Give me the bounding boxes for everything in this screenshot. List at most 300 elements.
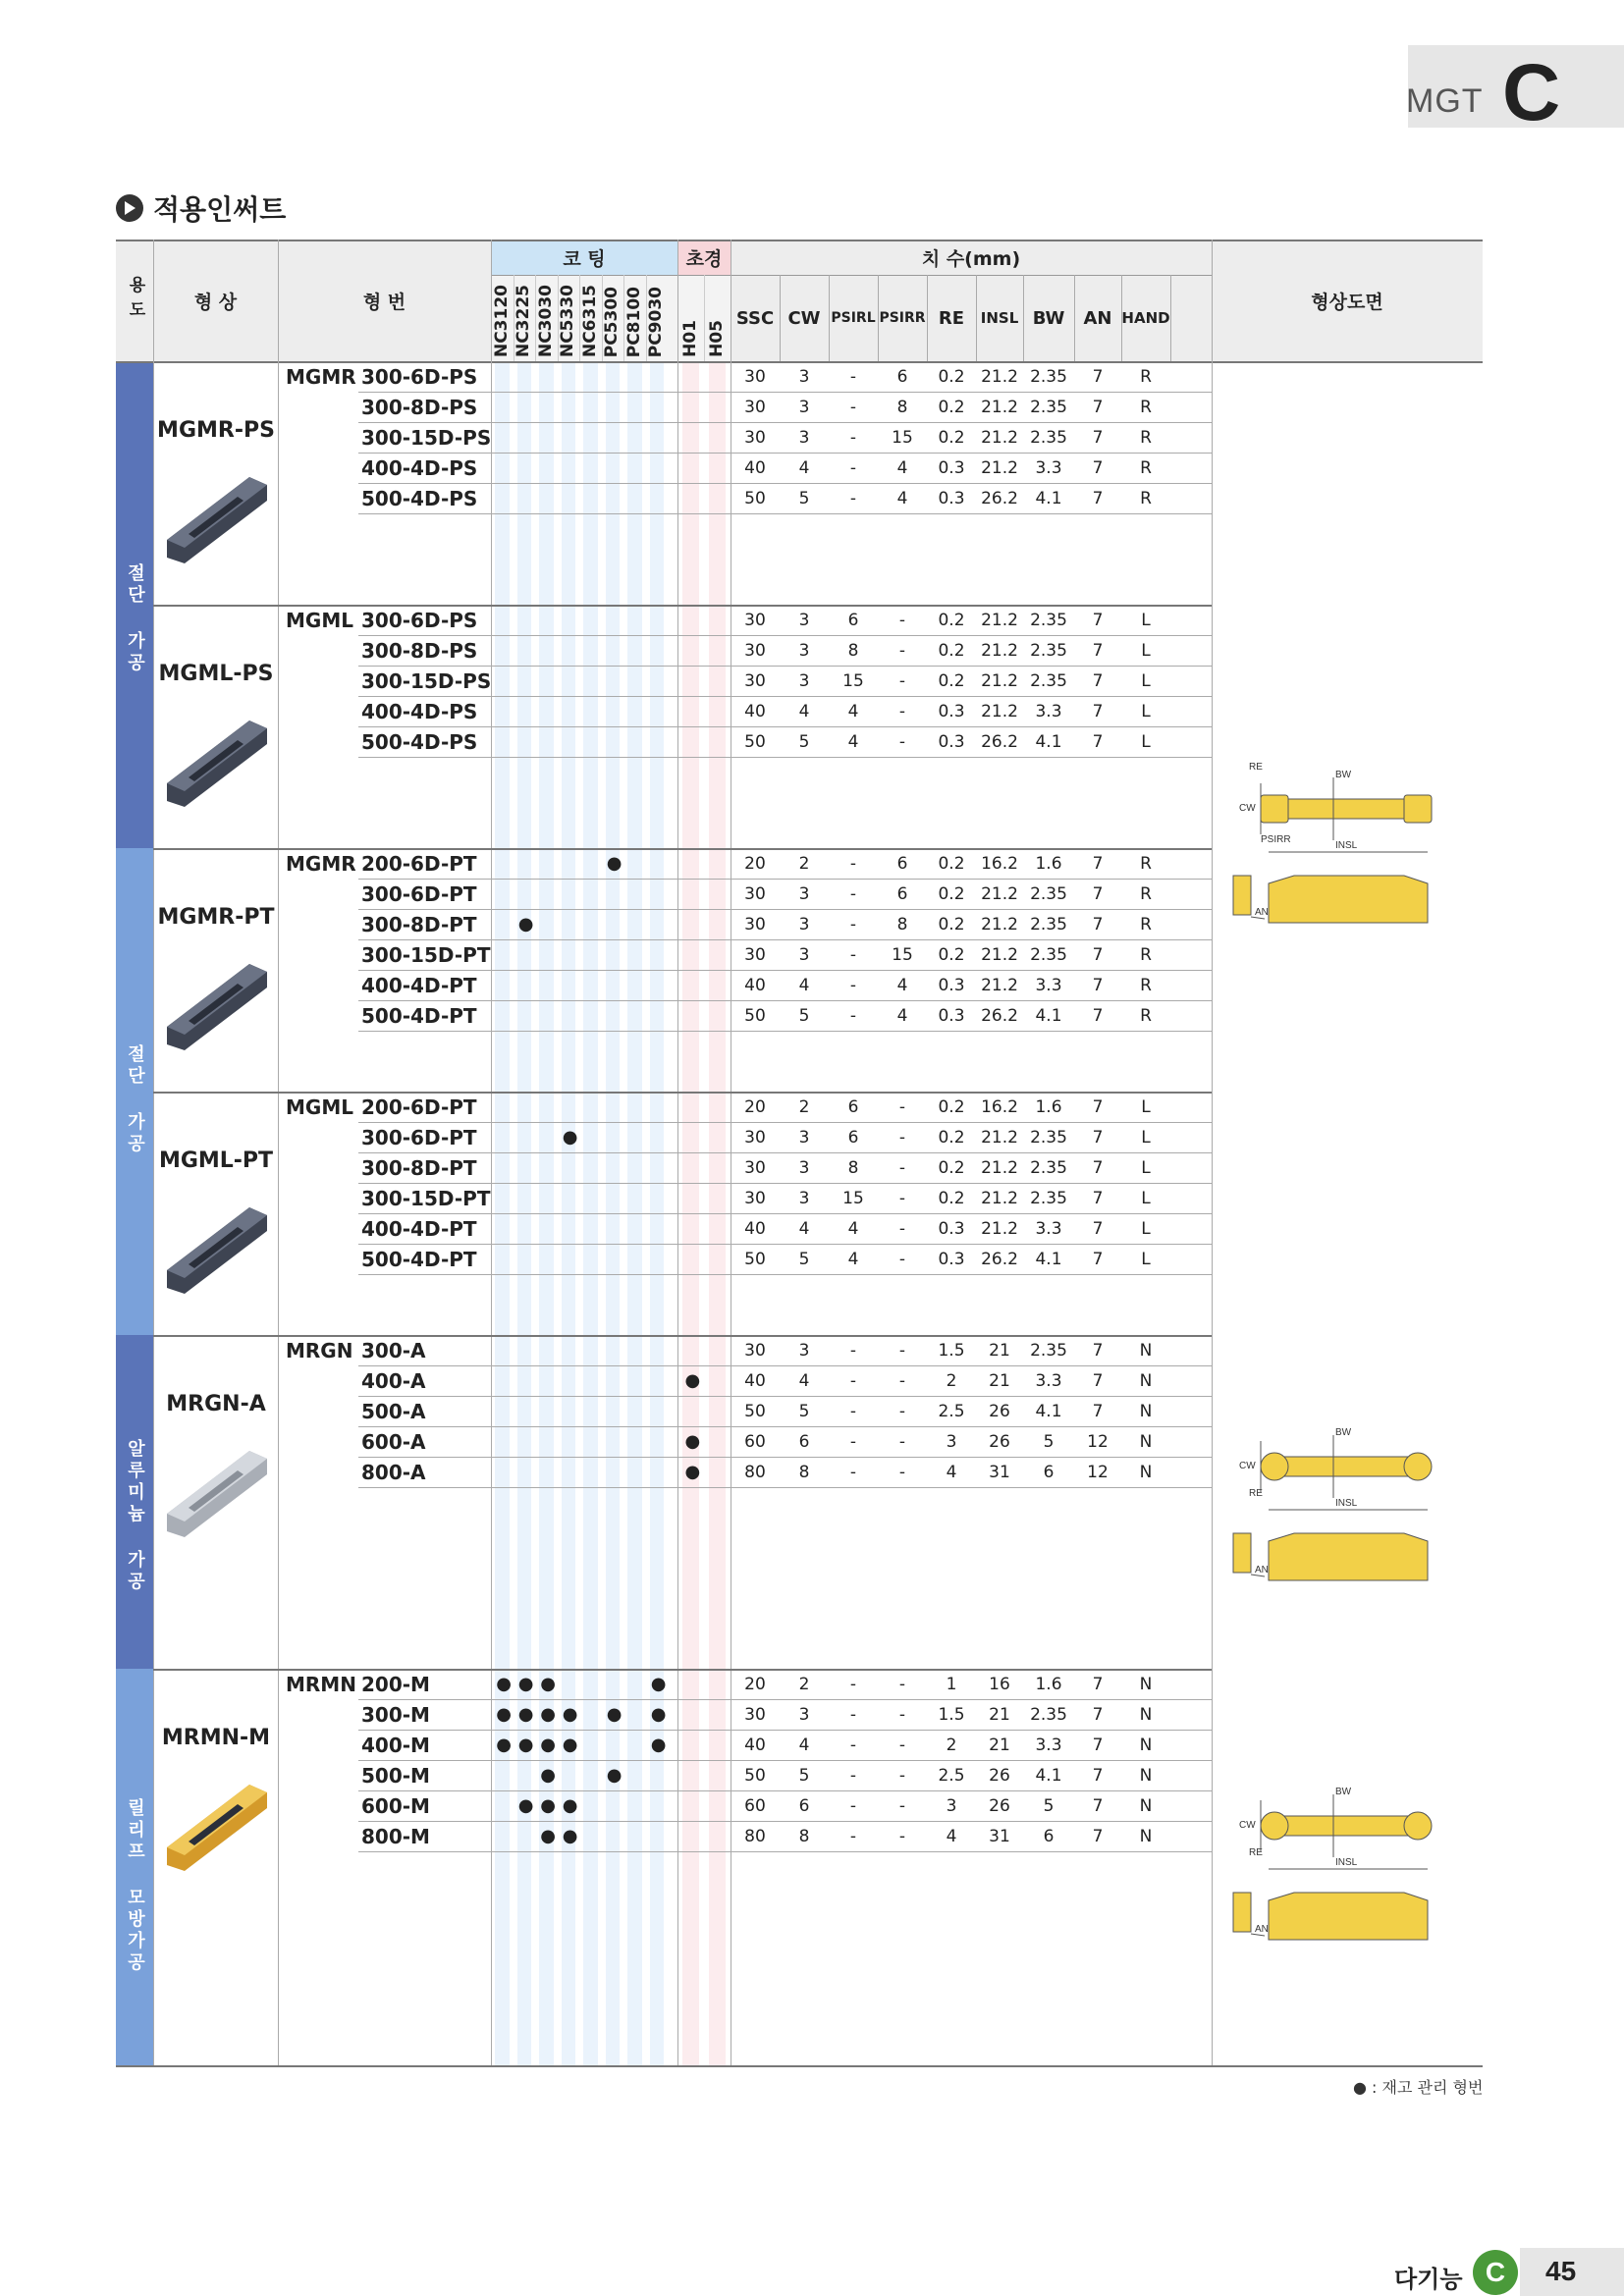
dim-value: 7: [1092, 458, 1104, 478]
rule: [358, 1699, 1212, 1700]
drawing-label-bw: BW: [1335, 1427, 1352, 1438]
header-grade: [535, 279, 558, 357]
table-row-part-number: 600-M: [361, 1794, 430, 1818]
dim-value: 5: [798, 1250, 810, 1269]
dim-value: 20: [744, 1097, 766, 1117]
stock-dot-icon: ●: [606, 1704, 623, 1725]
header-grade-text: NC5330: [558, 284, 578, 357]
dim-value: 0.3: [938, 976, 965, 995]
dim-value: 15: [892, 428, 913, 448]
dim-value: 31: [989, 1463, 1010, 1482]
rule: [358, 1487, 1212, 1488]
table-row-part-number: 300-8D-PS: [361, 396, 478, 419]
dim-value: 2.5: [938, 1766, 965, 1786]
dim-value: 3: [946, 1796, 957, 1816]
dim-value: 2: [798, 1097, 810, 1117]
dim-value: 0.3: [938, 1219, 965, 1239]
dim-value: 8: [798, 1827, 810, 1846]
dim-value: 7: [1092, 428, 1104, 448]
dim-value: 4: [946, 1827, 957, 1846]
rule: [1121, 275, 1122, 361]
dim-value: -: [849, 489, 857, 508]
dim-value: 4.1: [1035, 1402, 1062, 1421]
dim-value: -: [849, 976, 857, 995]
dim-value: 2.35: [1030, 945, 1067, 965]
table-row-part-number: 300-6D-PS: [361, 365, 478, 389]
dim-value: 7: [1092, 489, 1104, 508]
dim-value: 3: [798, 1189, 810, 1208]
stock-dot-icon: ●: [540, 1765, 556, 1786]
stock-dot-icon: ●: [562, 1795, 578, 1816]
drawing-label-re: RE: [1249, 1847, 1263, 1858]
dim-value: 31: [989, 1827, 1010, 1846]
dim-value: L: [1141, 702, 1151, 721]
header-dimensions: 치 수(mm): [921, 247, 1021, 270]
header-dim: CW: [787, 307, 821, 329]
dim-value: 5: [1043, 1796, 1055, 1816]
insert-model-name: MGML-PS: [158, 662, 274, 686]
dim-value: 4: [847, 1250, 859, 1269]
dim-value: L: [1141, 1097, 1151, 1117]
dim-value: -: [898, 732, 906, 752]
dim-value: N: [1139, 1766, 1153, 1786]
dim-value: 21.2: [981, 641, 1018, 661]
table-row-part-number: 600-A: [361, 1430, 426, 1454]
dim-value: 3: [798, 428, 810, 448]
dim-value: -: [898, 1158, 906, 1178]
dim-value: 2.35: [1030, 611, 1067, 630]
rule: [358, 1396, 1212, 1397]
rule: [1170, 275, 1171, 361]
stock-dot-icon: ●: [540, 1826, 556, 1846]
insert-model-name: MRGN-A: [166, 1392, 266, 1416]
rule: [1212, 240, 1213, 2065]
dim-value: 30: [744, 1128, 766, 1148]
dim-value: -: [898, 671, 906, 691]
dim-value: -: [898, 1827, 906, 1846]
drawing-label-insl: INSL: [1335, 1857, 1358, 1868]
table-row-part-number: 400-4D-PT: [361, 1217, 477, 1241]
dim-value: 7: [1092, 367, 1104, 387]
dim-value: 4.1: [1035, 489, 1062, 508]
dim-value: 3: [798, 884, 810, 904]
drawing-label-an: AN: [1255, 1924, 1269, 1935]
header-grade: [491, 279, 514, 357]
rule: [358, 1851, 1212, 1852]
stock-dot-icon: ●: [562, 1704, 578, 1725]
dim-value: 4: [798, 1735, 810, 1755]
rule: [358, 939, 1212, 940]
dim-value: 4: [798, 702, 810, 721]
dim-value: -: [898, 1463, 906, 1482]
rule: [358, 909, 1212, 910]
table-row-part-number: 300-8D-PS: [361, 639, 478, 663]
rule: [358, 1790, 1212, 1791]
rule: [878, 275, 879, 361]
dim-value: -: [898, 1250, 906, 1269]
section-title: [116, 188, 286, 228]
header-grade-text: H01: [680, 320, 700, 357]
dim-value: 21.2: [981, 458, 1018, 478]
rule: [602, 275, 603, 361]
dim-value: -: [849, 1371, 857, 1391]
dim-value: 3: [798, 367, 810, 387]
dim-value: 30: [744, 641, 766, 661]
dim-value: -: [898, 1796, 906, 1816]
dim-value: 0.3: [938, 702, 965, 721]
dim-value: 2.35: [1030, 1189, 1067, 1208]
dim-value: 5: [798, 1402, 810, 1421]
usage-label-text: 릴리프 모방가공: [125, 1798, 145, 1974]
rule: [358, 1426, 1212, 1427]
dim-value: 3.3: [1035, 1371, 1062, 1391]
header-grade: [558, 279, 580, 357]
dim-value: 6: [896, 854, 908, 874]
dim-value: 2.35: [1030, 428, 1067, 448]
dim-value: 0.3: [938, 489, 965, 508]
dim-value: 2.35: [1030, 398, 1067, 417]
insert-model-name: MGMR-PT: [157, 905, 275, 930]
dim-value: 7: [1092, 854, 1104, 874]
dim-value: 21.2: [981, 945, 1018, 965]
table-row-part-number: 400-M: [361, 1734, 430, 1757]
table-row-part-number: 500-4D-PS: [361, 487, 478, 510]
dim-value: 7: [1092, 732, 1104, 752]
dim-value: 1.6: [1035, 1675, 1062, 1694]
dim-value: 0.2: [938, 915, 965, 934]
stock-dot-icon: ●: [496, 1704, 512, 1725]
dim-value: 21.2: [981, 398, 1018, 417]
drawing-label-re: RE: [1249, 1488, 1263, 1499]
dim-value: 7: [1092, 1158, 1104, 1178]
footer-category: 다기능: [1394, 2266, 1463, 2293]
dim-value: L: [1141, 1128, 1151, 1148]
dim-value: 2.35: [1030, 1341, 1067, 1361]
usage-label-text: 절단 가공: [125, 563, 145, 674]
stock-dot-icon: ●: [562, 1826, 578, 1846]
dim-value: 21: [989, 1341, 1010, 1361]
rule: [976, 275, 977, 361]
dim-value: 3: [798, 671, 810, 691]
stock-dot-icon: ●: [606, 853, 623, 874]
header-grade: [602, 279, 624, 357]
dim-value: 2.35: [1030, 671, 1067, 691]
dim-value: -: [898, 1766, 906, 1786]
dim-value: 4: [847, 702, 859, 721]
header-dim: PSIRL: [831, 310, 876, 326]
part-prefix: MRGN: [286, 1339, 353, 1362]
dim-value: 3.3: [1035, 976, 1062, 995]
rule: [358, 1760, 1212, 1761]
rule: [116, 361, 1483, 363]
dim-value: N: [1139, 1827, 1153, 1846]
dim-value: 21: [989, 1371, 1010, 1391]
dim-value: -: [898, 1219, 906, 1239]
dim-value: 8: [847, 1158, 859, 1178]
table-row-part-number: 800-A: [361, 1461, 426, 1484]
rule: [358, 1183, 1212, 1184]
table-row-part-number: 400-A: [361, 1369, 426, 1393]
dim-value: -: [849, 915, 857, 934]
dim-value: 30: [744, 1158, 766, 1178]
part-prefix: MGML: [286, 609, 353, 632]
footer-chapter-badge: C: [1473, 2250, 1518, 2295]
table-row-part-number: 200-6D-PT: [361, 852, 477, 876]
dim-value: 3: [798, 398, 810, 417]
rule: [358, 392, 1212, 393]
dim-value: 4: [798, 1219, 810, 1239]
rule: [535, 275, 536, 361]
page-number: 45: [1545, 2256, 1577, 2286]
stock-dot-icon: ●: [540, 1795, 556, 1816]
dim-value: 0.2: [938, 1097, 965, 1117]
dim-value: 2: [798, 854, 810, 874]
dim-value: 2.35: [1030, 1128, 1067, 1148]
rule: [153, 1092, 1212, 1094]
stock-dot-icon: ●: [517, 914, 534, 934]
dim-value: -: [849, 854, 857, 874]
dim-value: N: [1139, 1463, 1153, 1482]
header-grade-text: PC9030: [646, 286, 667, 357]
dim-value: R: [1140, 398, 1152, 417]
dim-value: 8: [847, 641, 859, 661]
dim-value: 0.2: [938, 1158, 965, 1178]
dim-value: R: [1140, 854, 1152, 874]
rule: [358, 1244, 1212, 1245]
header-grade: [704, 279, 731, 357]
drawing-label-an: AN: [1255, 1565, 1269, 1575]
dim-value: 3.3: [1035, 458, 1062, 478]
rule: [116, 240, 1483, 241]
dim-value: L: [1141, 1158, 1151, 1178]
dim-value: R: [1140, 367, 1152, 387]
dim-value: -: [849, 1735, 857, 1755]
dim-value: 4: [896, 976, 908, 995]
dim-value: R: [1140, 945, 1152, 965]
header-grade: [579, 279, 602, 357]
rule: [358, 635, 1212, 636]
dim-value: L: [1141, 1189, 1151, 1208]
dim-value: 50: [744, 1250, 766, 1269]
rule: [1023, 275, 1024, 361]
part-prefix: MGMR: [286, 852, 356, 876]
part-prefix: MGMR: [286, 365, 356, 389]
dim-value: 4: [798, 976, 810, 995]
dim-value: 0.2: [938, 367, 965, 387]
dim-value: N: [1139, 1402, 1153, 1421]
dim-value: 2.35: [1030, 1705, 1067, 1725]
header-dim: INSL: [980, 309, 1019, 327]
dim-value: 15: [892, 945, 913, 965]
dim-value: 2.35: [1030, 1158, 1067, 1178]
dim-value: 40: [744, 1371, 766, 1391]
dim-value: 2.35: [1030, 884, 1067, 904]
dim-value: 21: [989, 1705, 1010, 1725]
dim-value: 4: [896, 458, 908, 478]
dim-value: 80: [744, 1463, 766, 1482]
rule: [153, 1669, 1212, 1671]
dim-value: 3: [798, 945, 810, 965]
dim-value: 1.6: [1035, 1097, 1062, 1117]
dim-value: N: [1139, 1341, 1153, 1361]
dim-value: 5: [798, 1766, 810, 1786]
stock-dot-icon: ●: [496, 1735, 512, 1755]
dim-value: -: [849, 428, 857, 448]
rule: [358, 1122, 1212, 1123]
dim-value: 30: [744, 611, 766, 630]
dim-value: 0.3: [938, 1006, 965, 1026]
rule: [358, 696, 1212, 697]
dim-value: 15: [842, 671, 864, 691]
table-row-part-number: 400-4D-PS: [361, 700, 478, 723]
dim-value: 30: [744, 1341, 766, 1361]
dim-value: 8: [896, 398, 908, 417]
dim-value: 15: [842, 1189, 864, 1208]
dim-value: -: [849, 1402, 857, 1421]
dim-value: 7: [1092, 1219, 1104, 1239]
dim-value: 40: [744, 458, 766, 478]
dim-value: 7: [1092, 1735, 1104, 1755]
rule: [829, 275, 830, 361]
table-row-part-number: 500-M: [361, 1764, 430, 1788]
stock-dot-icon: ●: [562, 1735, 578, 1755]
dim-value: 21: [989, 1735, 1010, 1755]
dim-value: 16.2: [981, 1097, 1018, 1117]
table-row-part-number: 200-M: [361, 1673, 430, 1696]
rule: [358, 970, 1212, 971]
dim-value: 16.2: [981, 854, 1018, 874]
header-dim: RE: [938, 307, 965, 329]
table-row-part-number: 300-M: [361, 1703, 430, 1727]
dim-value: 40: [744, 1219, 766, 1239]
dim-value: N: [1139, 1432, 1153, 1452]
rule: [358, 1031, 1212, 1032]
header-grade-text: NC6315: [579, 284, 600, 357]
drawing-label-insl: INSL: [1335, 840, 1358, 851]
dim-value: 20: [744, 854, 766, 874]
dim-value: 4: [847, 732, 859, 752]
rule: [358, 1821, 1212, 1822]
rule: [358, 1213, 1212, 1214]
header-part-no: 형 번: [362, 291, 406, 313]
dim-value: 7: [1092, 702, 1104, 721]
dim-value: 6: [798, 1796, 810, 1816]
dim-value: -: [898, 1705, 906, 1725]
stock-dot-icon: ●: [684, 1431, 701, 1452]
dim-value: -: [898, 1341, 906, 1361]
header-dim: HAND: [1121, 309, 1170, 327]
dim-value: 7: [1092, 1827, 1104, 1846]
header-grade-text: PC5300: [602, 286, 623, 357]
dim-value: 6: [896, 367, 908, 387]
header-usage: [116, 240, 153, 361]
header-drawing: 형상도면: [1311, 291, 1383, 313]
rule: [358, 1000, 1212, 1001]
insert-dimension-drawing: [1225, 1427, 1481, 1604]
rule: [278, 240, 279, 2065]
dim-value: 21.2: [981, 884, 1018, 904]
dim-value: -: [898, 1675, 906, 1694]
play-bullet-icon: [116, 194, 143, 222]
dim-value: 2.35: [1030, 915, 1067, 934]
usage-label: [116, 1439, 153, 1593]
dim-value: L: [1141, 1250, 1151, 1269]
header-series-code: MGT: [1406, 82, 1484, 120]
table-row-part-number: 300-6D-PT: [361, 882, 477, 906]
dim-value: -: [898, 611, 906, 630]
dim-value: 3: [798, 1128, 810, 1148]
dim-value: 30: [744, 1189, 766, 1208]
dim-value: 2.5: [938, 1402, 965, 1421]
dim-value: -: [898, 1189, 906, 1208]
dim-value: L: [1141, 732, 1151, 752]
dim-value: 2: [946, 1735, 957, 1755]
dim-value: 3: [798, 641, 810, 661]
dim-value: 26.2: [981, 1250, 1018, 1269]
table-row-part-number: 400-4D-PS: [361, 456, 478, 480]
dim-value: 40: [744, 1735, 766, 1755]
stock-dot-icon: ●: [517, 1735, 534, 1755]
dim-value: 7: [1092, 945, 1104, 965]
dim-value: 3.3: [1035, 702, 1062, 721]
dim-value: 5: [798, 732, 810, 752]
drawing-label-re: RE: [1249, 762, 1263, 773]
dim-value: 1: [946, 1675, 957, 1694]
stock-dot-icon: ●: [496, 1674, 512, 1694]
table-row-part-number: 300-8D-PT: [361, 913, 477, 936]
dim-value: 50: [744, 1402, 766, 1421]
stock-dot-icon: ●: [684, 1462, 701, 1482]
dim-value: 50: [744, 1006, 766, 1026]
table-row-part-number: 300-6D-PS: [361, 609, 478, 632]
table-row-part-number: 500-4D-PT: [361, 1248, 477, 1271]
dim-value: 4: [896, 489, 908, 508]
dim-value: 7: [1092, 398, 1104, 417]
dim-value: 7: [1092, 915, 1104, 934]
dim-value: 1.5: [938, 1341, 965, 1361]
rule: [358, 666, 1212, 667]
dim-value: 0.3: [938, 1250, 965, 1269]
dim-value: -: [849, 1705, 857, 1725]
dim-value: 3.3: [1035, 1735, 1062, 1755]
dim-value: -: [849, 1675, 857, 1694]
rule: [358, 1730, 1212, 1731]
table-row-part-number: 400-4D-PT: [361, 974, 477, 997]
rule: [358, 1365, 1212, 1366]
dim-value: -: [849, 1432, 857, 1452]
insert-photo-icon: [159, 1194, 273, 1302]
dim-value: 7: [1092, 884, 1104, 904]
dim-value: 5: [798, 1006, 810, 1026]
dim-value: 6: [896, 884, 908, 904]
dim-value: -: [849, 945, 857, 965]
dim-value: 8: [798, 1463, 810, 1482]
dim-value: 4: [946, 1463, 957, 1482]
dim-value: 21.2: [981, 915, 1018, 934]
dim-value: 7: [1092, 1250, 1104, 1269]
dim-value: 12: [1087, 1463, 1109, 1482]
part-prefix: MGML: [286, 1095, 353, 1119]
dim-value: N: [1139, 1371, 1153, 1391]
dim-value: 40: [744, 976, 766, 995]
dim-value: 3: [798, 1158, 810, 1178]
rule: [579, 275, 580, 361]
dim-value: N: [1139, 1796, 1153, 1816]
dim-value: -: [849, 1341, 857, 1361]
dim-value: 60: [744, 1432, 766, 1452]
insert-dimension-drawing: [1225, 770, 1481, 946]
usage-label: [116, 563, 153, 674]
